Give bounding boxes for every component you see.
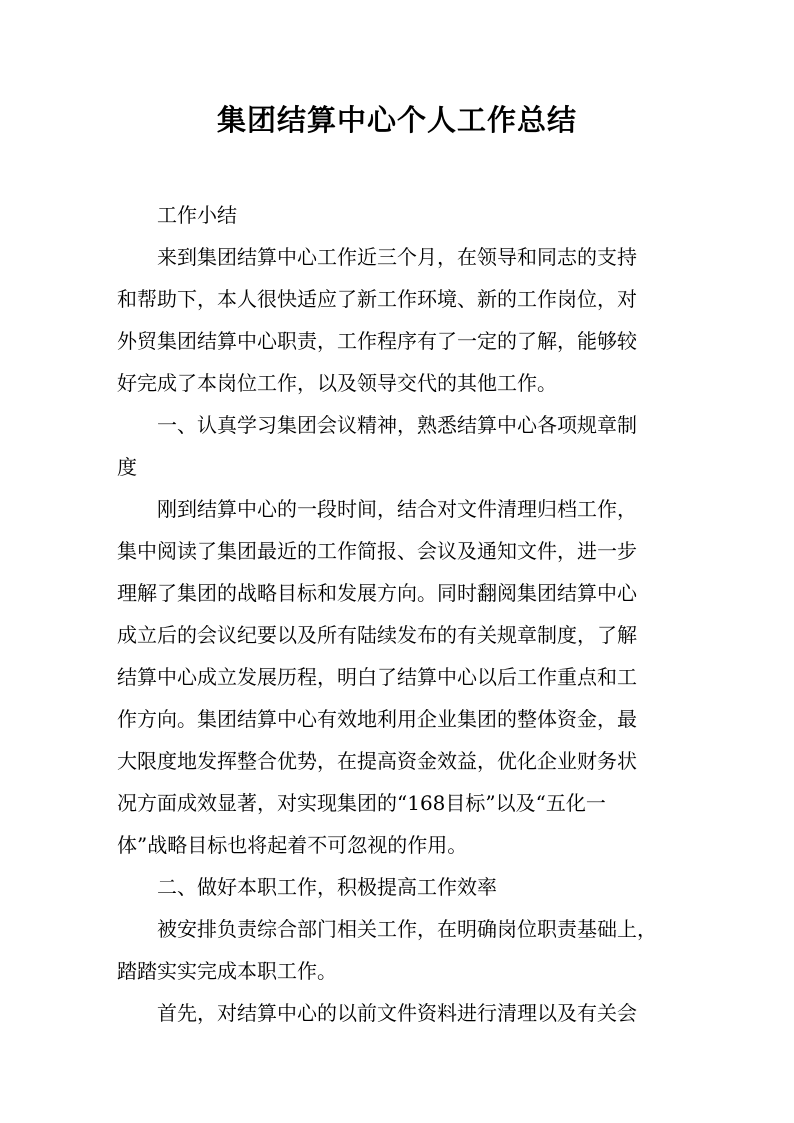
text-line: 况方面成效显著，对实现集团的“168目标”以及“五化一 bbox=[117, 791, 606, 815]
text-line: 外贸集团结算中心职责，工作程序有了一定的了解，能够较 bbox=[117, 329, 637, 353]
paragraph-section-two bbox=[117, 908, 679, 992]
text-line: 被安排负责综合部门相关工作，在明确岗位职责基础上， bbox=[157, 917, 657, 941]
text-line: 工作小结 bbox=[157, 203, 237, 227]
text-line: 二、做好本职工作，积极提高工作效率 bbox=[157, 875, 497, 899]
document-title: 集团结算中心个人工作总结 bbox=[216, 103, 577, 137]
text-line: 一、认真学习集团会议精神，熟悉结算中心各项规章制 bbox=[157, 413, 637, 437]
text-line: 度 bbox=[117, 455, 137, 479]
text-line: 成立后的会议纪要以及所有陆续发布的有关规章制度，了解 bbox=[117, 623, 637, 647]
paragraph-section-one bbox=[117, 488, 679, 866]
text-line: 集中阅读了集团最近的工作简报、会议及通知文件，进一步 bbox=[117, 539, 637, 563]
document-body bbox=[117, 194, 679, 1034]
text-line: 作方向。集团结算中心有效地利用企业集团的整体资金，最 bbox=[117, 707, 637, 731]
text-line: 来到集团结算中心工作近三个月，在领导和同志的支持 bbox=[157, 245, 637, 269]
text-line: 好完成了本岗位工作，以及领导交代的其他工作。 bbox=[117, 371, 557, 395]
text-line: 理解了集团的战略目标和发展方向。同时翻阅集团结算中心 bbox=[117, 581, 637, 605]
paragraph-first-task bbox=[117, 992, 679, 1034]
text-line: 体”战略目标也将起着不可忽视的作用。 bbox=[117, 833, 468, 857]
text-line: 结算中心成立发展历程，明白了结算中心以后工作重点和工 bbox=[117, 665, 637, 689]
text-line: 和帮助下，本人很快适应了新工作环境、新的工作岗位，对 bbox=[117, 287, 637, 311]
paragraph-heading-summary bbox=[117, 194, 679, 236]
section-heading-one bbox=[117, 404, 679, 488]
text-line: 首先，对结算中心的以前文件资料进行清理以及有关会 bbox=[157, 1001, 637, 1025]
text-line: 踏踏实实完成本职工作。 bbox=[117, 959, 337, 983]
section-heading-two bbox=[117, 866, 679, 908]
text-line: 刚到结算中心的一段时间，结合对文件清理归档工作， bbox=[157, 497, 637, 521]
paragraph-intro bbox=[117, 236, 679, 404]
text-line: 大限度地发挥整合优势，在提高资金效益，优化企业财务状 bbox=[117, 749, 637, 773]
